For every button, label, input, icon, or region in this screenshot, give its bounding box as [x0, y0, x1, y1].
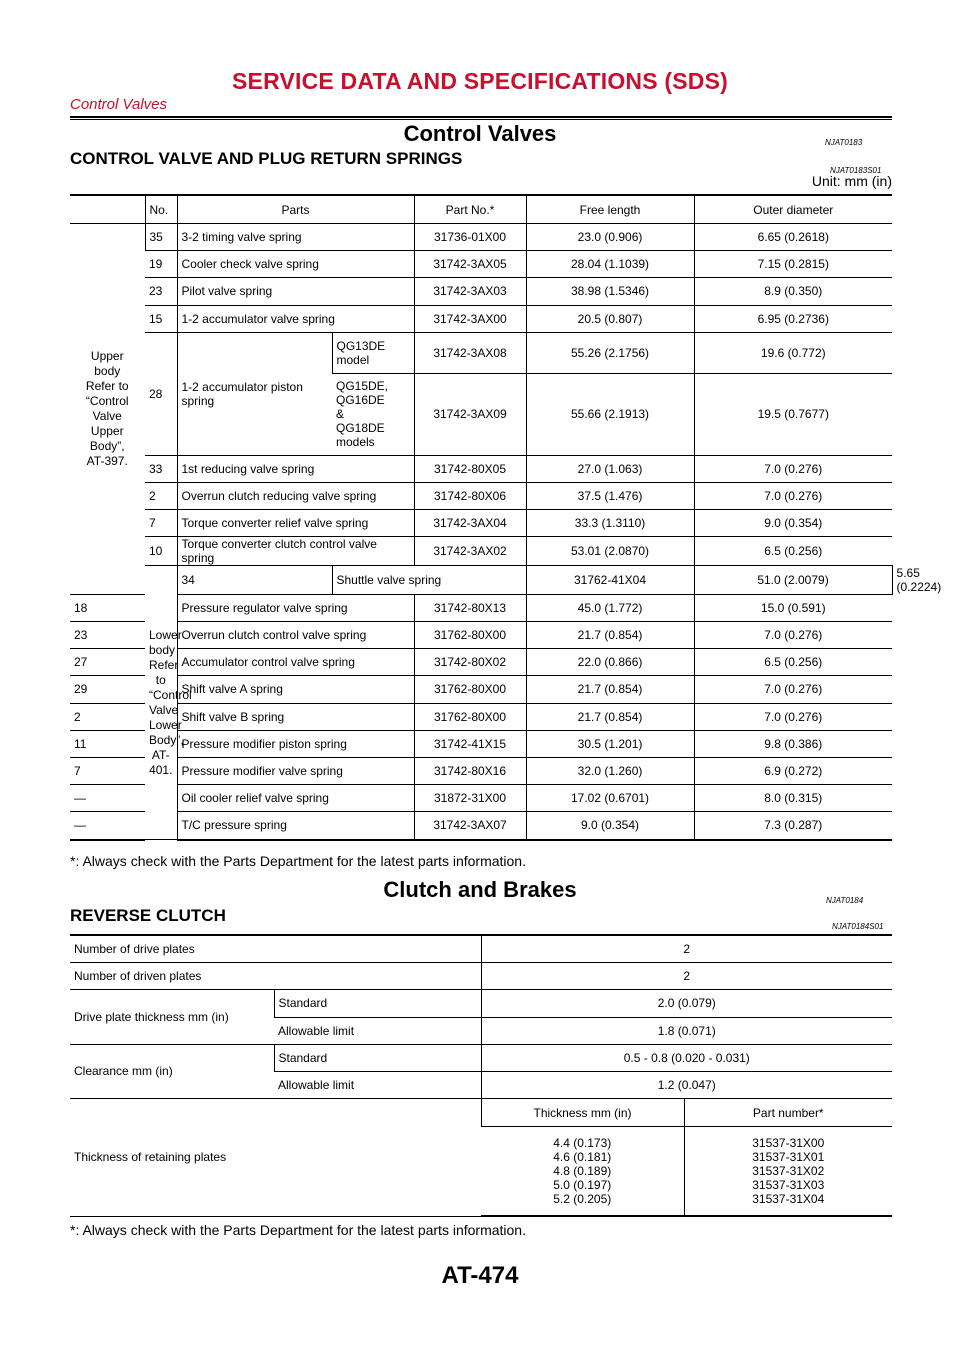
- cell-no: —: [70, 812, 145, 840]
- cell-outer-diameter: 15.0 (0.591): [694, 594, 892, 621]
- cell-part: Overrun clutch reducing valve spring: [177, 482, 414, 509]
- cell-outer-diameter: 6.5 (0.256): [694, 537, 892, 566]
- cell-part: Pressure modifier piston spring: [177, 730, 414, 757]
- cell-value: 2.0 (0.079): [481, 990, 892, 1017]
- cell-label: Drive plate thickness mm (in): [70, 990, 274, 1044]
- table-row: [70, 455, 892, 482]
- cell-part: Pilot valve spring: [177, 278, 414, 305]
- cell-no: 7: [70, 757, 145, 784]
- cell-outer-diameter: 9.8 (0.386): [694, 730, 892, 757]
- cell-part: Torque converter relief valve spring: [177, 510, 414, 537]
- page-number: AT-474: [441, 1262, 519, 1289]
- cell-part-no: 31742-3AX00: [414, 305, 526, 332]
- cell-part: Cooler check valve spring: [177, 251, 414, 278]
- cell-part-no: 31762-41X04: [526, 566, 694, 595]
- cell-part-no: 31762-80X00: [414, 622, 526, 649]
- cell-part: Overrun clutch control valve spring: [177, 622, 414, 649]
- group-label-lower-body: Lower body Refer to “Control Valve Lower Body”, AT-401.: [145, 566, 177, 840]
- cell-no: 33: [145, 455, 177, 482]
- cell-outer-diameter: 7.3 (0.287): [694, 812, 892, 840]
- cell-outer-diameter: 6.65 (0.2618): [694, 224, 892, 251]
- cell-part: 1-2 accumulator piston spring: [177, 332, 332, 455]
- cell-no: 19: [145, 251, 177, 278]
- table-row: [70, 649, 892, 676]
- table-row: [70, 730, 892, 757]
- table-row: [70, 622, 892, 649]
- cell-outer-diameter: 6.9 (0.272): [694, 757, 892, 784]
- cell-part: Oil cooler relief valve spring: [177, 785, 414, 812]
- table-row: [70, 703, 892, 730]
- cell-part-no: 31742-80X13: [414, 594, 526, 621]
- cell-outer-diameter: 19.5 (0.7677): [694, 373, 892, 455]
- parts-note: *: Always check with the Parts Department for the latest parts information.: [70, 1222, 526, 1238]
- header-divider: [70, 116, 892, 118]
- cell-outer-diameter: 8.0 (0.315): [694, 785, 892, 812]
- cell-no: 35: [145, 224, 177, 251]
- cell-part: Shift valve A spring: [177, 676, 414, 703]
- cell-sublabel: Standard: [274, 1044, 481, 1071]
- cell-no: 15: [145, 305, 177, 332]
- table-row: [70, 537, 892, 566]
- cell-part-no: 31736-01X00: [414, 224, 526, 251]
- cell-free-length: 21.7 (0.854): [526, 703, 694, 730]
- subsection-ref-code: NJAT0184S01: [832, 922, 884, 931]
- cell-part: Pressure regulator valve spring: [177, 594, 414, 621]
- reverse-clutch-table: [70, 934, 892, 1217]
- table-row: [70, 224, 892, 251]
- cell-part-no: 31742-3AX09: [414, 373, 526, 455]
- section-title-control-valves: Control Valves: [403, 121, 557, 146]
- sds-header-title: SERVICE DATA AND SPECIFICATIONS (SDS): [232, 68, 728, 94]
- cell-part-no: 31742-3AX03: [414, 278, 526, 305]
- table-row: [70, 785, 892, 812]
- cell-no: 23: [145, 278, 177, 305]
- cell-sublabel: Allowable limit: [274, 1071, 481, 1098]
- cell-free-length: 45.0 (1.772): [526, 594, 694, 621]
- cell-part-no: 31762-80X00: [414, 676, 526, 703]
- cell-outer-diameter: 8.9 (0.350): [694, 278, 892, 305]
- cell-outer-diameter: 6.95 (0.2736): [694, 305, 892, 332]
- cell-part: 1st reducing valve spring: [177, 455, 414, 482]
- cell-no: 7: [145, 510, 177, 537]
- section-title-clutch-brakes: Clutch and Brakes: [383, 877, 577, 902]
- cell-value: 0.5 - 0.8 (0.020 - 0.031): [481, 1044, 892, 1071]
- table-header-row: [70, 195, 892, 224]
- col-header-parts: Parts: [177, 195, 414, 224]
- cell-free-length: 30.5 (1.201): [526, 730, 694, 757]
- cell-part-number-list: 31537-31X00 31537-31X01 31537-31X02 31537-31X03 31537-31X04: [684, 1127, 892, 1217]
- cell-part-no: 31872-31X00: [414, 785, 526, 812]
- cell-value: 2: [481, 935, 892, 963]
- cell-free-length: 53.01 (2.0870): [526, 537, 694, 566]
- table-row: Lower body Refer to “Control Valve Lower Body”, AT-401. 34 Shuttle valve spring 31762-41X04 51.0 (2.0079) 5.65 (0.2224): [70, 566, 892, 595]
- cell-part: Pressure modifier valve spring: [177, 757, 414, 784]
- springs-table: [70, 194, 942, 841]
- cell-no: 10: [145, 537, 177, 566]
- cell-part-no: 31742-3AX07: [414, 812, 526, 840]
- table-row: [70, 963, 892, 990]
- cell-outer-diameter: 7.0 (0.276): [694, 622, 892, 649]
- cell-part-no: 31742-80X16: [414, 757, 526, 784]
- cell-part: 3-2 timing valve spring: [177, 224, 414, 251]
- table-row: [70, 510, 892, 537]
- col-header-free-length: Free length: [526, 195, 694, 224]
- group-header-cell: [70, 195, 145, 224]
- sds-header-subtitle: Control Valves: [70, 96, 167, 113]
- cell-value: 2: [481, 963, 892, 990]
- group-label-upper-body: Upper body Refer to “Control Valve Upper Body”, AT-397.: [70, 224, 145, 595]
- cell-free-length: 17.02 (0.6701): [526, 785, 694, 812]
- cell-free-length: 33.3 (1.3110): [526, 510, 694, 537]
- table-row: [70, 1044, 892, 1071]
- table-row: [70, 1099, 892, 1127]
- cell-part-no: 31742-80X02: [414, 649, 526, 676]
- cell-no: 2: [70, 703, 145, 730]
- cell-part: T/C pressure spring: [177, 812, 414, 840]
- cell-free-length: 27.0 (1.063): [526, 455, 694, 482]
- cell-free-length: 38.98 (1.5346): [526, 278, 694, 305]
- table-row: [70, 812, 892, 840]
- cell-part-no: 31742-3AX04: [414, 510, 526, 537]
- cell-free-length: 20.5 (0.807): [526, 305, 694, 332]
- cell-model: QG13DE model: [332, 332, 414, 373]
- table-row: [70, 305, 892, 332]
- cell-no: 18: [70, 594, 145, 621]
- cell-outer-diameter: 9.0 (0.354): [694, 510, 892, 537]
- cell-no: 23: [70, 622, 145, 649]
- cell-no: —: [70, 785, 145, 812]
- cell-no: 27: [70, 649, 145, 676]
- cell-value: 1.8 (0.071): [481, 1017, 892, 1044]
- section-ref-code: NJAT0184: [826, 896, 864, 905]
- unit-label: Unit: mm (in): [811, 173, 892, 189]
- col-header-part-no: Part No.*: [414, 195, 526, 224]
- cell-part: 1-2 accumulator valve spring: [177, 305, 414, 332]
- cell-free-length: 23.0 (0.906): [526, 224, 694, 251]
- cell-free-length: 55.26 (2.1756): [526, 332, 694, 373]
- cell-sublabel: Allowable limit: [274, 1017, 481, 1044]
- cell-value: 1.2 (0.047): [481, 1071, 892, 1098]
- cell-no: 34: [177, 566, 332, 595]
- subsection-ref-code: NJAT0183S01: [830, 166, 882, 175]
- table-row: [70, 935, 892, 963]
- cell-free-length: 22.0 (0.866): [526, 649, 694, 676]
- cell-part-no: 31742-80X06: [414, 482, 526, 509]
- cell-label: Number of drive plates: [70, 935, 481, 963]
- cell-no: 29: [70, 676, 145, 703]
- cell-sublabel: Standard: [274, 990, 481, 1017]
- table-row: [70, 676, 892, 703]
- cell-part-no: 31742-80X05: [414, 455, 526, 482]
- cell-free-length: 55.66 (2.1913): [526, 373, 694, 455]
- table-row: [70, 278, 892, 305]
- cell-outer-diameter: 7.0 (0.276): [694, 455, 892, 482]
- col-header-no: No.: [145, 195, 177, 224]
- section-ref-code: NJAT0183: [825, 138, 863, 147]
- table-row: [70, 990, 892, 1017]
- cell-part-no: 31762-80X00: [414, 703, 526, 730]
- table-row: [70, 482, 892, 509]
- cell-free-length: 21.7 (0.854): [526, 622, 694, 649]
- parts-note: *: Always check with the Parts Department for the latest parts information.: [70, 853, 526, 869]
- cell-no: 2: [145, 482, 177, 509]
- cell-part: Torque converter clutch control valve spring: [177, 537, 414, 566]
- cell-part: Shuttle valve spring: [332, 566, 526, 595]
- cell-part: Shift valve B spring: [177, 703, 414, 730]
- table-row: [70, 757, 892, 784]
- cell-part-no: 31742-41X15: [414, 730, 526, 757]
- cell-outer-diameter: 7.0 (0.276): [694, 676, 892, 703]
- table-row: [70, 332, 892, 373]
- cell-label: Thickness of retaining plates: [70, 1099, 481, 1217]
- col-header-outer-diameter: Outer diameter: [694, 195, 892, 224]
- cell-free-length: 51.0 (2.0079): [694, 566, 892, 595]
- col-header-thickness: Thickness mm (in): [481, 1099, 684, 1127]
- cell-free-length: 21.7 (0.854): [526, 676, 694, 703]
- cell-outer-diameter: 6.5 (0.256): [694, 649, 892, 676]
- cell-outer-diameter: 7.0 (0.276): [694, 703, 892, 730]
- col-header-part-number: Part number*: [684, 1099, 892, 1127]
- cell-label: Number of driven plates: [70, 963, 481, 990]
- header-divider-thin: [70, 119, 892, 120]
- table-row: [70, 594, 892, 621]
- cell-no: 11: [70, 730, 145, 757]
- cell-outer-diameter: 7.0 (0.276): [694, 482, 892, 509]
- cell-part-no: 31742-3AX08: [414, 332, 526, 373]
- cell-part-no: 31742-3AX02: [414, 537, 526, 566]
- cell-part-no: 31742-3AX05: [414, 251, 526, 278]
- cell-part: Accumulator control valve spring: [177, 649, 414, 676]
- cell-no: 28: [145, 332, 177, 455]
- subsection-title-reverse-clutch: REVERSE CLUTCH: [70, 906, 226, 925]
- cell-outer-diameter: 19.6 (0.772): [694, 332, 892, 373]
- cell-outer-diameter: 7.15 (0.2815): [694, 251, 892, 278]
- cell-free-length: 28.04 (1.1039): [526, 251, 694, 278]
- cell-free-length: 37.5 (1.476): [526, 482, 694, 509]
- subsection-title-springs: CONTROL VALVE AND PLUG RETURN SPRINGS: [70, 149, 463, 168]
- cell-free-length: 9.0 (0.354): [526, 812, 694, 840]
- table-row: [70, 251, 892, 278]
- cell-thickness-list: 4.4 (0.173) 4.6 (0.181) 4.8 (0.189) 5.0 (0.197) 5.2 (0.205): [481, 1127, 684, 1217]
- cell-model: QG15DE, QG16DE & QG18DE models: [332, 373, 414, 455]
- cell-label: Clearance mm (in): [70, 1044, 274, 1098]
- cell-free-length: 32.0 (1.260): [526, 757, 694, 784]
